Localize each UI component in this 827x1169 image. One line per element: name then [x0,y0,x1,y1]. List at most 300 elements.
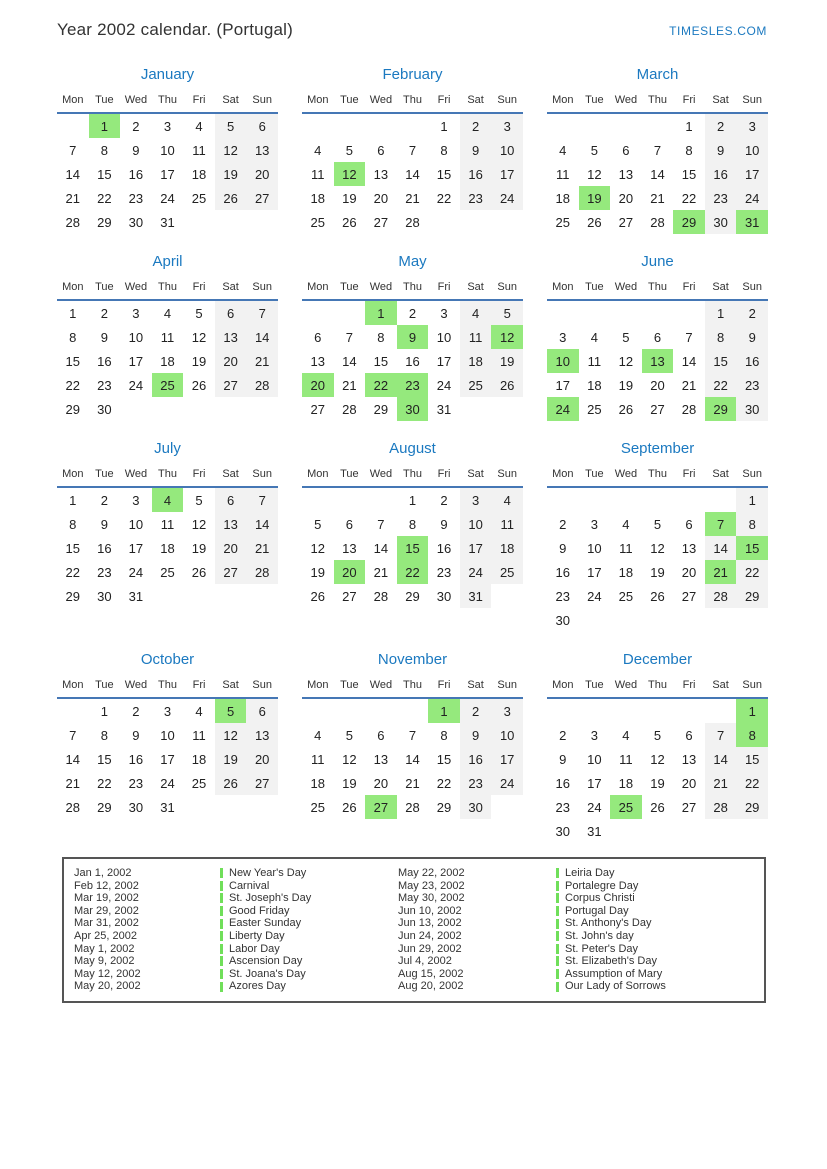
day-cell: 20 [215,349,247,373]
holiday-date: Jun 13, 2002 [398,917,462,930]
day-cell: 27 [681,588,697,604]
month-title: February [382,66,443,83]
day-cell: 13 [373,166,389,182]
day-cell: 24 [160,190,175,206]
day-cell: 14 [373,540,389,556]
month-table [57,676,278,819]
day-cell: 16 [97,540,112,556]
holiday-marker-icon [556,969,559,979]
day-cell: 2 [736,300,768,325]
day-cell: 3 [559,329,567,345]
day-cell: 6 [246,113,278,138]
holiday-name-label: Portalegre Day [565,879,639,892]
holiday-date: Aug 15, 2002 [398,967,464,980]
day-cell: 15 [373,353,389,369]
holiday-date: May 23, 2002 [398,879,465,892]
day-cell: 29 [405,588,420,604]
weekday-header: Tue [89,278,121,300]
month-title: June [641,253,674,270]
day-cell: 13 [246,723,278,747]
day-cell [428,210,460,234]
holiday-marker-icon [556,982,559,992]
day-cell: 8 [736,723,768,747]
day-cell [491,795,523,819]
day-cell: 29 [65,401,81,417]
day-cell: 8 [69,329,77,345]
day-cell: 30 [128,214,144,230]
day-cell [642,113,674,138]
day-cell: 27 [215,373,247,397]
day-cell: 11 [460,325,492,349]
day-cell: 16 [705,162,737,186]
weekday-header: Sun [246,278,278,300]
weekday-header: Mon [302,278,334,300]
holiday-name [220,917,398,930]
holiday-date: Mar 29, 2002 [74,904,139,917]
day-cell: 5 [491,300,523,325]
day-cell: 24 [128,377,144,393]
weekday-header: Thu [642,676,674,698]
day-cell: 18 [618,564,634,580]
day-cell: 9 [132,727,140,743]
day-cell [334,113,366,138]
day-cell: 8 [736,512,768,536]
holiday-date: Jan 1, 2002 [74,867,132,879]
month-title: July [154,440,181,457]
holiday-name-label: St. John's day [565,929,634,942]
holiday-marker-icon [556,944,559,954]
day-cell [736,608,768,632]
day-cell [736,819,768,843]
day-cell: 13 [681,751,697,767]
day-cell: 9 [736,325,768,349]
holiday-name-label: Carnival [229,879,270,892]
day-cell: 22 [436,190,452,206]
holiday-name-label: Assumption of Mary [565,967,663,980]
weekday-header: Sun [491,465,523,487]
day-cell: 13 [642,349,674,373]
day-cell: 16 [555,775,571,791]
day-cell: 30 [397,397,429,421]
day-cell: 13 [618,166,634,182]
month-table [547,676,768,843]
weekday-header: Thu [152,676,184,698]
day-cell: 25 [610,795,642,819]
day-cell: 18 [310,775,326,791]
day-cell: 6 [685,727,693,743]
day-cell: 1 [685,118,693,134]
month-title: April [152,253,183,270]
month-title: March [636,66,679,83]
day-cell: 28 [342,401,357,417]
day-cell: 26 [215,186,247,210]
day-cell: 25 [310,799,326,815]
day-cell: 18 [191,166,207,182]
day-cell: 29 [705,397,737,421]
holiday-name-label: Azores Day [229,980,286,993]
holiday-date: May 12, 2002 [74,967,141,980]
day-cell: 19 [491,349,523,373]
day-cell [491,210,523,234]
day-cell: 12 [650,540,665,556]
day-cell [610,113,642,138]
day-cell: 4 [314,727,322,743]
day-cell: 8 [705,325,737,349]
day-cell: 6 [377,142,385,158]
day-cell: 11 [192,142,206,158]
holiday-name-label: Liberty Day [229,929,285,942]
day-cell: 25 [191,190,207,206]
weekday-header: Sat [460,676,492,698]
day-cell [246,584,278,608]
day-cell: 8 [440,727,448,743]
holiday-name-label: Our Lady of Sorrows [565,980,666,993]
day-cell [579,113,611,138]
day-cell [579,300,611,325]
day-cell: 9 [100,329,108,345]
weekday-header: Sat [215,91,247,113]
day-cell: 18 [160,353,175,369]
day-cell: 4 [622,516,630,532]
weekday-header: Fri [673,91,705,113]
holiday-name [220,980,398,993]
day-cell: 24 [460,560,492,584]
day-cell: 26 [215,771,247,795]
weekday-header: Thu [642,91,674,113]
day-cell: 26 [342,799,357,815]
day-cell: 22 [65,564,81,580]
day-cell: 12 [310,540,326,556]
day-cell: 1 [705,300,737,325]
day-cell: 23 [97,377,112,393]
day-cell: 5 [215,698,247,723]
holiday-marker-icon [220,906,223,916]
month-march [547,66,768,234]
holiday-date: Aug 20, 2002 [398,980,464,993]
holiday-name-label: St. Peter's Day [565,942,639,955]
day-cell: 19 [579,186,611,210]
month-september [547,440,768,632]
day-cell: 11 [556,166,570,182]
day-cell: 5 [314,516,322,532]
weekday-header: Sun [246,91,278,113]
day-cell: 26 [650,799,665,815]
weekday-header: Fri [428,278,460,300]
day-cell: 21 [65,190,81,206]
day-cell [215,210,247,234]
day-cell: 5 [195,305,203,321]
day-cell: 7 [345,329,353,345]
month-table [302,676,523,819]
day-cell: 25 [460,373,492,397]
day-cell: 17 [460,536,492,560]
day-cell: 26 [191,377,207,393]
holiday-name [556,917,756,930]
day-cell: 9 [559,751,567,767]
day-cell: 24 [128,564,144,580]
day-cell: 11 [160,329,175,345]
site-link[interactable]: TIMESLES.COM [669,24,767,38]
day-cell: 7 [246,487,278,512]
weekday-header: Tue [579,676,611,698]
day-cell [334,300,366,325]
day-cell: 18 [191,751,207,767]
day-cell: 7 [685,329,693,345]
day-cell: 19 [342,190,357,206]
day-cell: 11 [192,727,206,743]
day-cell: 31 [587,823,602,839]
day-cell: 3 [132,492,140,508]
month-january [57,66,278,234]
day-cell [302,487,334,512]
day-cell: 16 [555,564,571,580]
day-cell [57,113,89,138]
day-cell: 14 [681,353,697,369]
day-cell: 6 [685,516,693,532]
day-cell: 8 [69,516,77,532]
day-cell: 4 [460,300,492,325]
day-cell: 20 [650,377,665,393]
day-cell: 6 [314,329,322,345]
day-cell [642,698,674,723]
day-cell: 14 [65,166,81,182]
weekday-header: Mon [302,676,334,698]
day-cell: 25 [555,214,571,230]
day-cell: 1 [365,300,397,325]
day-cell: 8 [377,329,385,345]
day-cell: 7 [377,516,385,532]
day-cell: 14 [246,325,278,349]
day-cell [547,300,579,325]
day-cell [365,113,397,138]
day-cell: 4 [195,703,203,719]
holiday-name [556,905,756,918]
day-cell: 15 [436,166,452,182]
day-cell [579,698,611,723]
weekday-header: Wed [365,91,397,113]
day-cell: 30 [736,397,768,421]
day-cell: 22 [65,377,81,393]
day-cell [215,795,247,819]
holiday-name [220,880,398,893]
day-cell: 21 [405,190,420,206]
holiday-name-label: St. Joana's Day [229,967,306,980]
holiday-name [556,968,756,981]
holiday-date: Jun 29, 2002 [398,942,462,955]
day-cell [547,698,579,723]
weekday-header: Mon [547,278,579,300]
holiday-name-label: Labor Day [229,942,280,955]
holiday-name [220,892,398,905]
day-cell: 2 [460,113,492,138]
day-cell: 1 [736,487,768,512]
day-cell: 31 [460,584,492,608]
holiday-name [220,955,398,968]
day-cell: 17 [491,162,523,186]
day-cell: 27 [618,214,634,230]
weekday-header: Sun [736,91,768,113]
day-cell: 18 [310,190,326,206]
day-cell: 22 [736,771,768,795]
day-cell [673,698,705,723]
day-cell [334,698,366,723]
weekday-header: Fri [428,465,460,487]
weekday-header: Wed [120,278,152,300]
weekday-header: Tue [334,91,366,113]
holiday-date: Feb 12, 2002 [74,879,139,892]
weekday-header: Sun [246,676,278,698]
day-cell: 3 [163,703,172,719]
day-cell [334,487,366,512]
page-title: Year 2002 calendar. (Portugal) [57,20,293,39]
weekday-header: Mon [547,465,579,487]
day-cell: 9 [397,325,429,349]
day-cell: 25 [618,588,634,604]
weekday-header: Sat [705,278,737,300]
day-cell: 12 [342,751,357,767]
weekday-header: Sat [215,278,247,300]
day-cell: 14 [405,166,420,182]
weekday-header: Fri [673,676,705,698]
day-cell: 16 [460,747,492,771]
day-cell: 14 [705,747,737,771]
day-cell [610,608,642,632]
day-cell: 14 [246,512,278,536]
holiday-date: Jul 4, 2002 [398,955,452,968]
day-cell: 4 [152,487,184,512]
day-cell [547,113,579,138]
day-cell: 28 [246,560,278,584]
weekday-header: Sun [736,278,768,300]
day-cell: 3 [736,113,768,138]
day-cell: 14 [342,353,357,369]
month-table [547,278,768,421]
month-table [547,465,768,632]
day-cell: 9 [460,138,492,162]
weekday-header: Wed [610,676,642,698]
holiday-marker-icon [556,931,559,941]
day-cell: 20 [302,373,334,397]
holiday-name [556,955,756,968]
day-cell: 17 [491,747,523,771]
day-cell [183,210,215,234]
weekday-header: Mon [57,465,89,487]
day-cell: 19 [191,540,207,556]
day-cell [302,113,334,138]
day-cell: 10 [587,751,602,767]
day-cell: 23 [436,564,452,580]
day-cell: 21 [342,377,357,393]
weekday-header: Tue [334,676,366,698]
day-cell: 10 [491,138,523,162]
day-cell: 22 [397,560,429,584]
day-cell: 19 [310,564,326,580]
weekday-header: Sat [215,465,247,487]
month-title: May [398,253,427,270]
weekday-header: Sat [705,91,737,113]
weekday-header: Tue [334,278,366,300]
day-cell [705,487,737,512]
weekday-header: Mon [547,676,579,698]
month-title: December [622,651,693,668]
day-cell: 4 [163,305,172,321]
day-cell: 3 [491,698,523,723]
day-cell: 17 [160,751,175,767]
holiday-name [220,930,398,943]
day-cell: 30 [97,588,112,604]
holiday-marker-icon [220,893,223,903]
day-cell: 13 [215,512,247,536]
day-cell: 28 [705,795,737,819]
holiday-name-label: Leiria Day [565,867,615,879]
holiday-marker-icon [556,893,559,903]
month-december [547,651,768,843]
day-cell: 11 [311,166,325,182]
holiday-date: Mar 19, 2002 [74,892,139,905]
day-cell [397,113,429,138]
day-cell: 27 [215,560,247,584]
day-cell: 2 [460,698,492,723]
day-cell: 17 [436,353,452,369]
day-cell [579,487,611,512]
day-cell: 13 [215,325,247,349]
day-cell: 19 [215,747,247,771]
weekday-header: Wed [120,676,152,698]
day-cell [642,300,674,325]
day-cell: 18 [460,349,492,373]
day-cell: 25 [160,564,175,580]
weekday-header: Sat [215,676,247,698]
day-cell [491,584,523,608]
day-cell: 6 [246,698,278,723]
day-cell: 29 [736,584,768,608]
day-cell [246,795,278,819]
day-cell [460,397,492,421]
day-cell: 2 [100,492,108,508]
day-cell: 5 [345,142,353,158]
holiday-marker-icon [220,956,223,966]
holidays-box [62,857,766,1003]
day-cell: 23 [128,775,144,791]
day-cell: 27 [342,588,357,604]
day-cell: 6 [345,516,353,532]
day-cell: 21 [705,771,737,795]
day-cell: 16 [460,162,492,186]
weekday-header: Fri [183,465,215,487]
day-cell: 25 [310,214,326,230]
month-table [57,465,278,608]
day-cell: 10 [128,329,144,345]
weekday-header: Fri [183,676,215,698]
day-cell: 16 [405,353,420,369]
day-cell: 1 [100,703,108,719]
day-cell: 24 [587,588,602,604]
day-cell: 31 [736,210,768,234]
holiday-date: Jun 10, 2002 [398,904,462,917]
day-cell: 28 [373,588,389,604]
holiday-name-label: Ascension Day [229,955,303,968]
holiday-name [220,905,398,918]
day-cell: 2 [559,727,567,743]
holiday-marker-icon [220,969,223,979]
day-cell: 17 [736,162,768,186]
holiday-date: May 30, 2002 [398,892,465,905]
day-cell: 24 [491,186,523,210]
day-cell: 10 [460,512,492,536]
day-cell: 16 [128,166,144,182]
day-cell: 14 [705,536,737,560]
day-cell [610,300,642,325]
